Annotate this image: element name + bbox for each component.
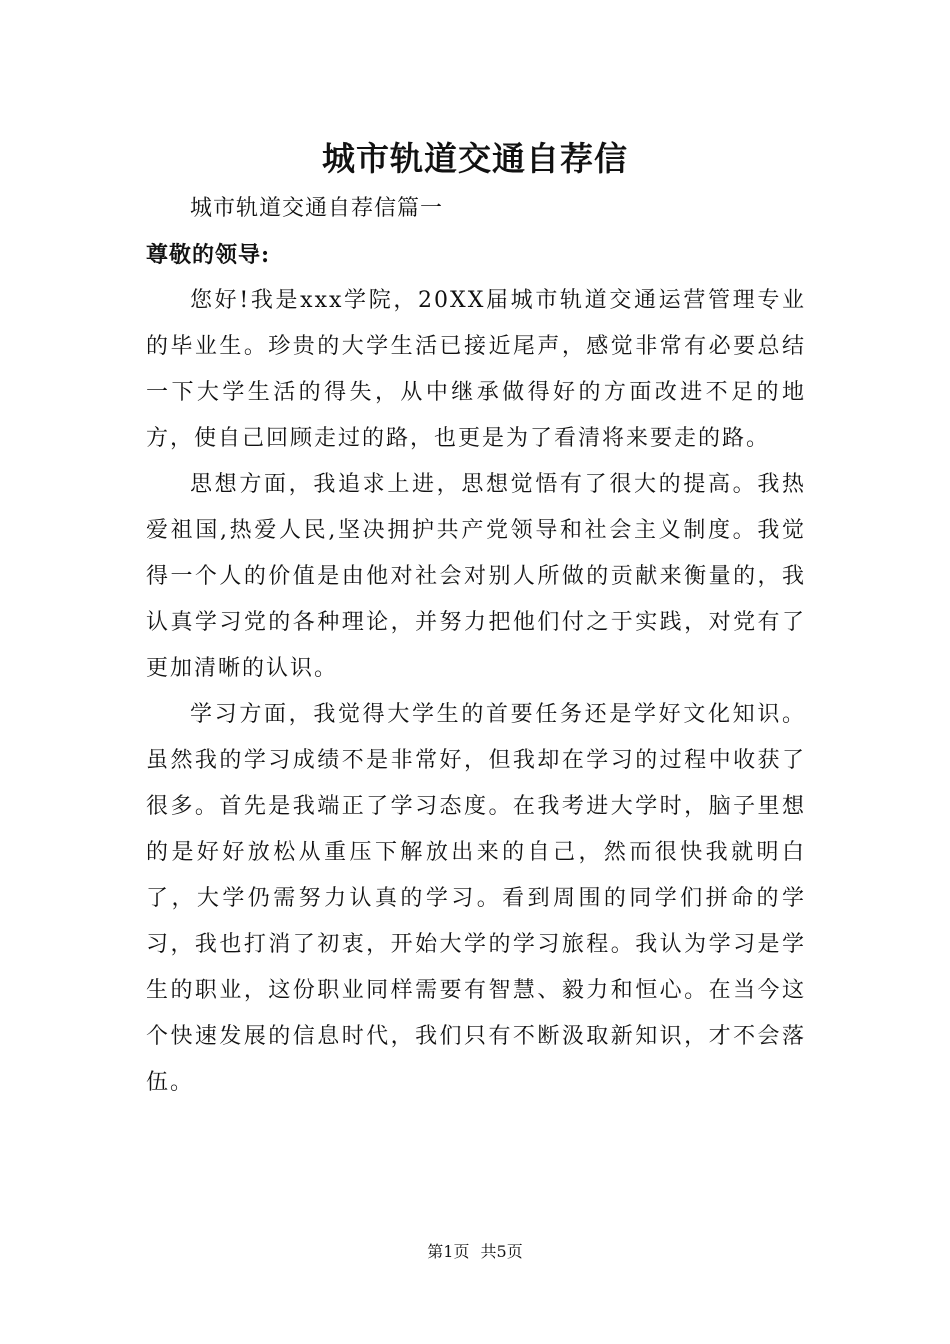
paragraph-intro: 您好!我是xxx学院，20XX届城市轨道交通运营管理专业的毕业生。珍贵的大学生活已接近尾声，感觉非常有必要总结一下大学生活的得失，从中继承做得好的方面改进不足的地方，使自己回顾走过的路，也更是为了看清将来要走的路。	[146, 288, 806, 451]
page-total: 共5页	[480, 1242, 523, 1261]
document-subtitle: 城市轨道交通自荐信篇一	[190, 196, 444, 221]
paragraph-thought: 思想方面，我追求上进，思想觉悟有了很大的提高。我热爱祖国,热爱人民,坚决拥护共产党领导和社会主义制度。我觉得一个人的价值是由他对社会对别人所做的贡献来衡量的，我认真学习党的各种理论，并努力把他们付之于实践，对党有了更加清晰的认识。	[146, 472, 806, 681]
document-body	[146, 186, 806, 1106]
salutation: 尊敬的领导:	[146, 242, 271, 268]
page-footer	[0, 1240, 950, 1264]
page-number: 第1页	[427, 1242, 470, 1261]
document-title: 城市轨道交通自荐信	[322, 139, 628, 178]
paragraph-study: 学习方面，我觉得大学生的首要任务还是学好文化知识。虽然我的学习成绩不是非常好，但我却在学习的过程中收获了很多。首先是我端正了学习态度。在我考进大学时，脑子里想的是好好放松从重压下解放出来的自己，然而很快我就明白了，大学仍需努力认真的学习。看到周围的同学们拼命的学习，我也打消了初衷，开始大学的学习旅程。我认为学习是学生的职业，这份职业同样需要有智慧、毅力和恒心。在当今这个快速发展的信息时代，我们只有不断汲取新知识，才不会落伍。	[146, 702, 806, 1095]
